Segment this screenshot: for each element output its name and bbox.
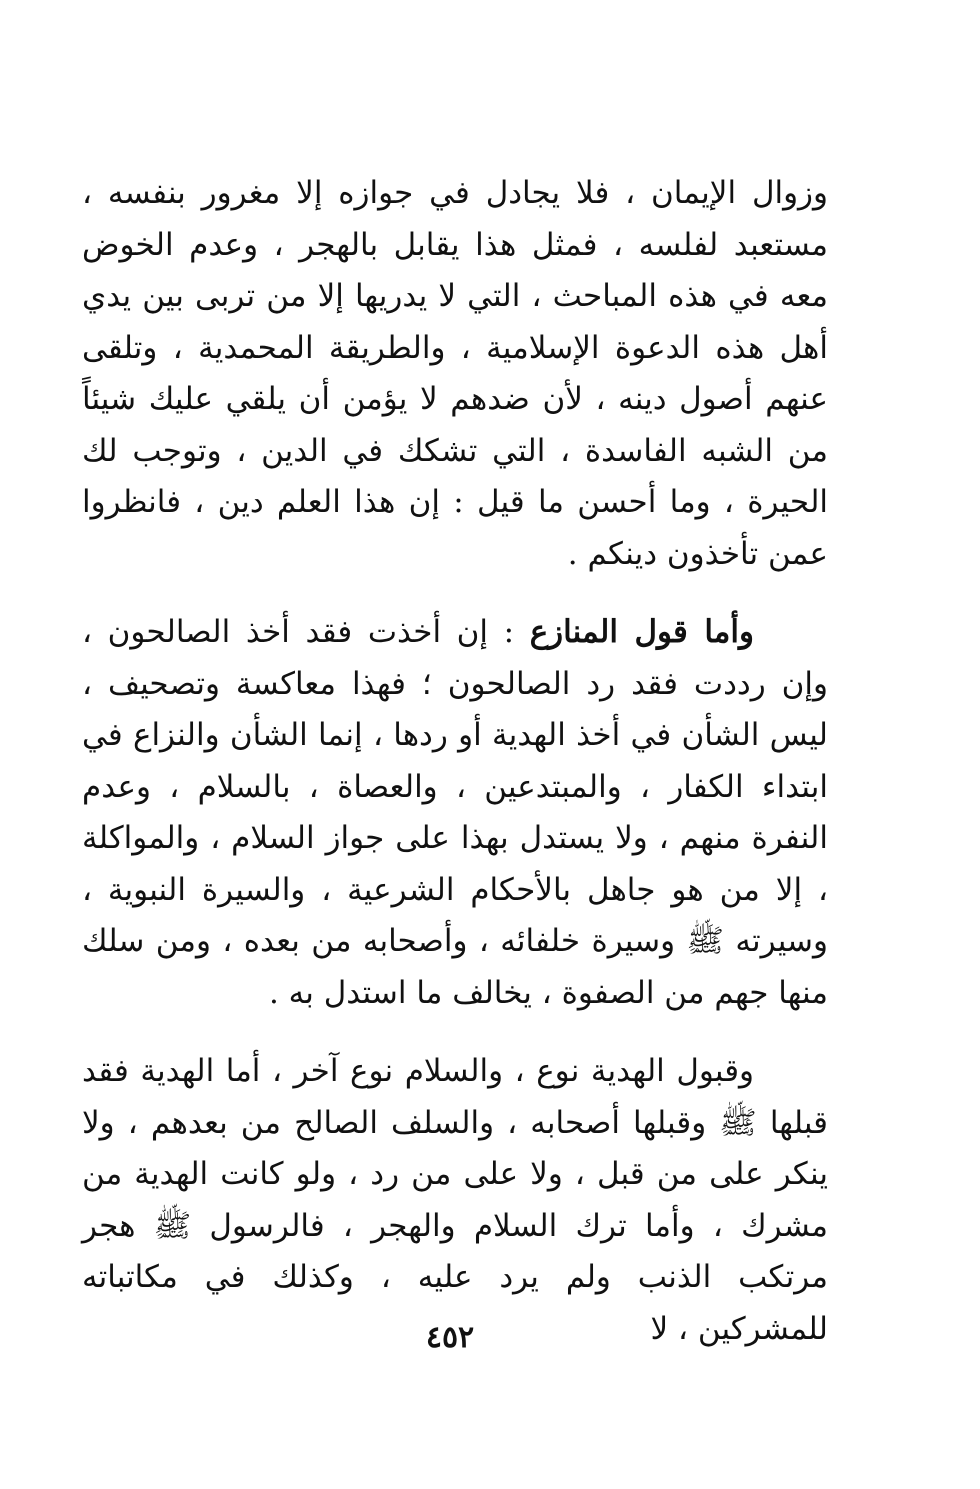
paragraph-3-text: وقبول الهدية نوع ، والسلام نوع آخر ، أما الهدية فقد قبلها ﷺ وقبلها أصحابه ، والسلف الصالح من بعدهم ، ولا ينكر على من قبل ، ولا على من رد ، ولو كانت الهدية من مشرك ، وأما ترك السلام والهجر ، فالرسول ﷺ هجر مرتكب الذنب ولم يرد عليه ، وكذلك في مكاتباته للمشركين ، لا xyxy=(82,1053,828,1347)
paragraph-1 xyxy=(82,168,828,580)
paragraph-2-lead: وأما قول المنازع xyxy=(529,614,754,650)
paragraph-2-text: : إن أخذت فقد أخذ الصالحون ، وإن رددت فقد رد الصالحون ؛ فهذا معاكسة وتصحيف ، ليس الشأن في أخذ الهدية أو ردها ، إنما الشأن والنزاع في ابتداء الكفار ، والمبتدعين ، والعصاة ، بالسلام ، وعدم النفرة منهم ، ولا يستدل بهذا على جواز السلام ، والمواكلة ، إلا من هو جاهل بالأحكام الشرعية ، والسيرة النبوية ، وسيرته ﷺ وسيرة خلفائه ، وأصحابه من بعده ، ومن سلك منها جهم من الصفوة ، يخالف ما استدل به . xyxy=(82,614,828,1011)
page-number: ٤٥٢ xyxy=(425,1320,475,1355)
paragraph-1-text: وزوال الإيمان ، فلا يجادل في جوازه إلا مغرور بنفسه ، مستعبد لفلسه ، فمثل هذا يقابل بالهجر ، وعدم الخوض معه في هذه المباحث ، التي لا يدريها إلا من تربى بين يدي أهل هذه الدعوة الإسلامية ، والطريقة المحمدية ، وتلقى عنهم أصول دينه ، لأن ضدهم لا يؤمن أن يلقي عليك شيئاً من الشبه الفاسدة ، التي تشكك في الدين ، وتوجب لك الحيرة ، وما أحسن ما قيل : إن هذا العلم دين ، فانظروا عمن تأخذون دينكم . xyxy=(82,175,829,572)
paragraph-3 xyxy=(82,1046,828,1355)
paragraph-2 xyxy=(82,607,828,1019)
